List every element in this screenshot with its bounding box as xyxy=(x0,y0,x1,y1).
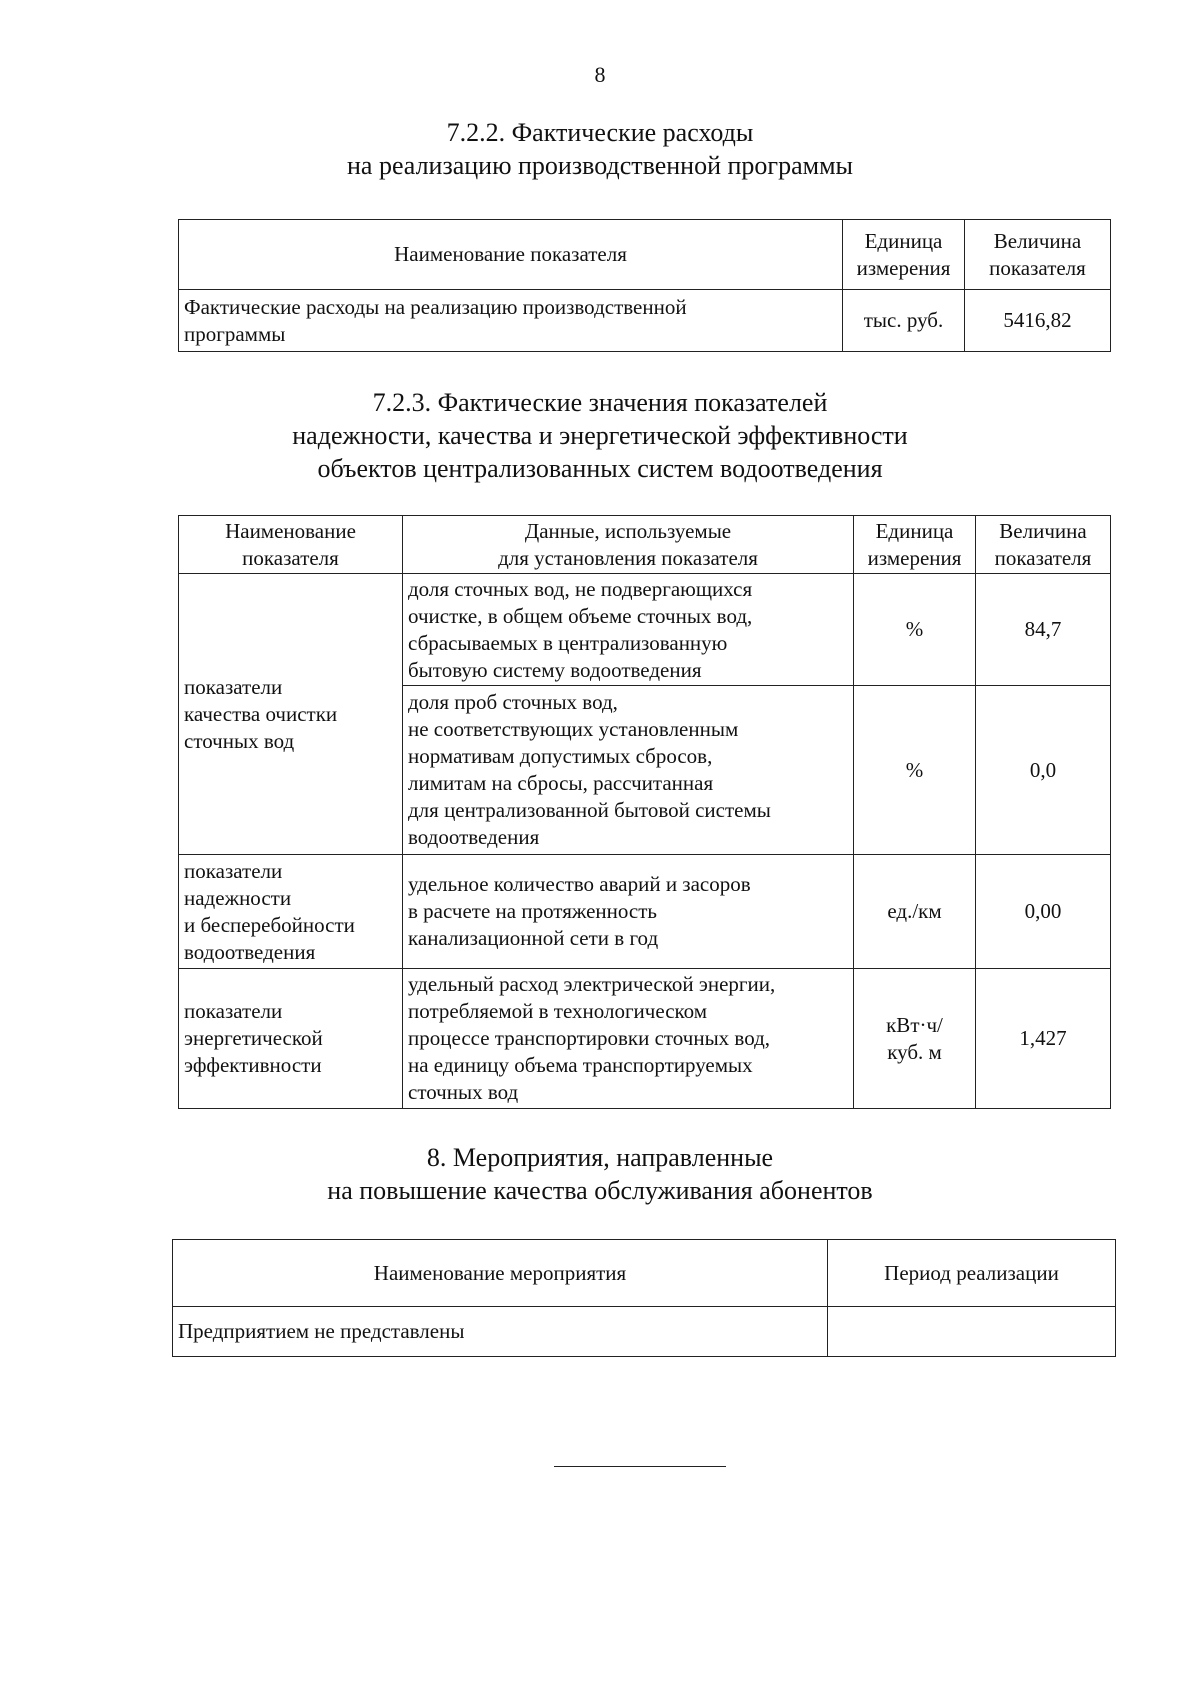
measures-table xyxy=(172,1239,1116,1357)
title-line: 8. Мероприятия, направленные xyxy=(426,1143,774,1172)
cell-period xyxy=(828,1307,1116,1357)
cell-data: удельный расход электрической энергии, потребляемой в технологическом процессе транспортировки сточных вод, на единицу объема транспортируемых сточных вод xyxy=(403,969,854,1109)
header-period: Период реализации xyxy=(828,1240,1116,1307)
title-line: надежности, качества и энергетической эффективности xyxy=(292,421,908,450)
group-name: показатели энергетической эффективности xyxy=(179,969,403,1109)
cell-value: 84,7 xyxy=(976,574,1111,686)
table-row xyxy=(173,1307,1116,1357)
cell-value: 0,0 xyxy=(976,686,1111,855)
table-header-row xyxy=(179,220,1111,290)
header-unit: Единица измерения xyxy=(854,516,976,574)
header-value: Величина показателя xyxy=(976,516,1111,574)
table-row xyxy=(179,969,1111,1109)
title-line: 7.2.3. Фактические значения показателей xyxy=(372,388,828,417)
table-row xyxy=(179,574,1111,686)
footer-line xyxy=(554,1466,726,1467)
section-723-title xyxy=(0,386,1200,485)
cell-value: 5416,82 xyxy=(965,290,1111,352)
table-header-row xyxy=(179,516,1111,574)
section-722-title xyxy=(0,116,1200,182)
cell-name: Предприятием не представлены xyxy=(173,1307,828,1357)
title-line: объектов централизованных систем водоотведения xyxy=(317,454,883,483)
header-name: Наименование показателя xyxy=(179,516,403,574)
cell-data: доля проб сточных вод, не соответствующих установленным нормативам допустимых сбросов, лимитам на сбросы, рассчитанная для централизованной бытовой системы водоотведения xyxy=(403,686,854,855)
section-8-title xyxy=(0,1141,1200,1207)
table-header-row xyxy=(173,1240,1116,1307)
title-line: 7.2.2. Фактические расходы xyxy=(446,118,754,147)
header-name: Наименование показателя xyxy=(179,220,843,290)
header-name: Наименование мероприятия xyxy=(173,1240,828,1307)
title-line: на повышение качества обслуживания абонентов xyxy=(327,1176,873,1205)
table-row xyxy=(179,855,1111,969)
group-name: показатели качества очистки сточных вод xyxy=(179,574,403,855)
group-name: показатели надежности и бесперебойности водоотведения xyxy=(179,855,403,969)
cell-unit: кВт·ч/ куб. м xyxy=(854,969,976,1109)
cell-value: 1,427 xyxy=(976,969,1111,1109)
header-value: Величина показателя xyxy=(965,220,1111,290)
title-line: на реализацию производственной программы xyxy=(346,151,853,180)
cell-name: Фактические расходы на реализацию производственной программы xyxy=(179,290,843,352)
cell-data: удельное количество аварий и засоров в расчете на протяженность канализационной сети в год xyxy=(403,855,854,969)
page-number: 8 xyxy=(594,62,606,87)
indicators-table xyxy=(178,515,1111,1109)
header-unit: Единица измерения xyxy=(843,220,965,290)
cell-unit: % xyxy=(854,686,976,855)
cell-data: доля сточных вод, не подвергающихся очистке, в общем объеме сточных вод, сбрасываемых в централизованную бытовую систему водоотведения xyxy=(403,574,854,686)
cell-value: 0,00 xyxy=(976,855,1111,969)
expenses-table xyxy=(178,219,1111,352)
header-data: Данные, используемые для установления показателя xyxy=(403,516,854,574)
cell-unit: ед./км xyxy=(854,855,976,969)
cell-unit: % xyxy=(854,574,976,686)
table-row xyxy=(179,290,1111,352)
cell-unit: тыс. руб. xyxy=(843,290,965,352)
